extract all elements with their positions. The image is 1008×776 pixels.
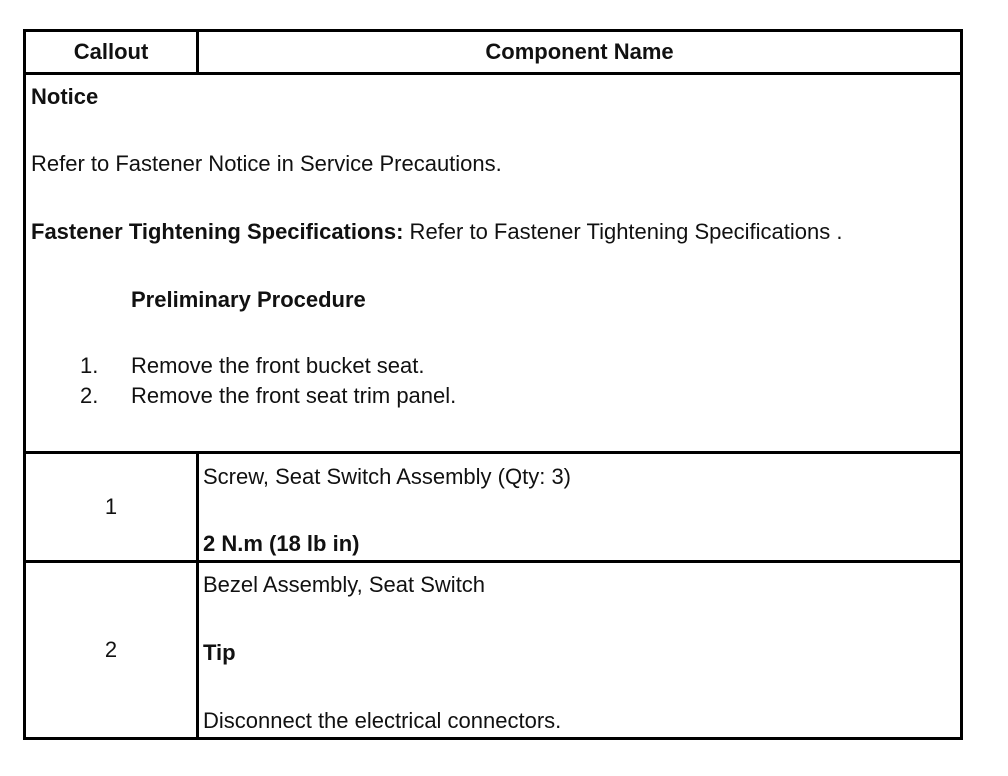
step-text: Remove the front seat trim panel.: [131, 383, 457, 408]
callout-column-header: Callout: [73, 39, 149, 64]
torque-spec: 2 N.m (18 lb in): [203, 531, 360, 556]
notice-heading: Notice: [31, 84, 99, 109]
fastener-spec-line: [31, 221, 842, 243]
component-name: Bezel Assembly, Seat Switch: [203, 572, 486, 597]
header-column-divider: [196, 32, 199, 75]
notice-text: Refer to Fastener Notice in Service Precautions.: [31, 151, 502, 176]
tip-text: Disconnect the electrical connectors.: [203, 708, 562, 733]
body-column-divider: [196, 451, 199, 737]
step-text: Remove the front bucket seat.: [131, 353, 425, 378]
callout-number: 1: [104, 494, 118, 519]
component-table: [23, 29, 963, 740]
tip-heading: Tip: [203, 640, 236, 665]
step-number: 1.: [80, 353, 99, 378]
fastener-spec-text: Refer to Fastener Tightening Specifications .: [403, 219, 843, 244]
procedure-heading: Preliminary Procedure: [131, 287, 366, 312]
component-name-column-header: Component Name: [485, 39, 674, 64]
fastener-spec-label: Fastener Tightening Specifications:: [31, 219, 404, 244]
header-divider: [26, 72, 960, 75]
component-name: Screw, Seat Switch Assembly (Qty: 3): [203, 464, 572, 489]
step-number: 2.: [80, 383, 99, 408]
callout-number: 2: [104, 637, 118, 662]
